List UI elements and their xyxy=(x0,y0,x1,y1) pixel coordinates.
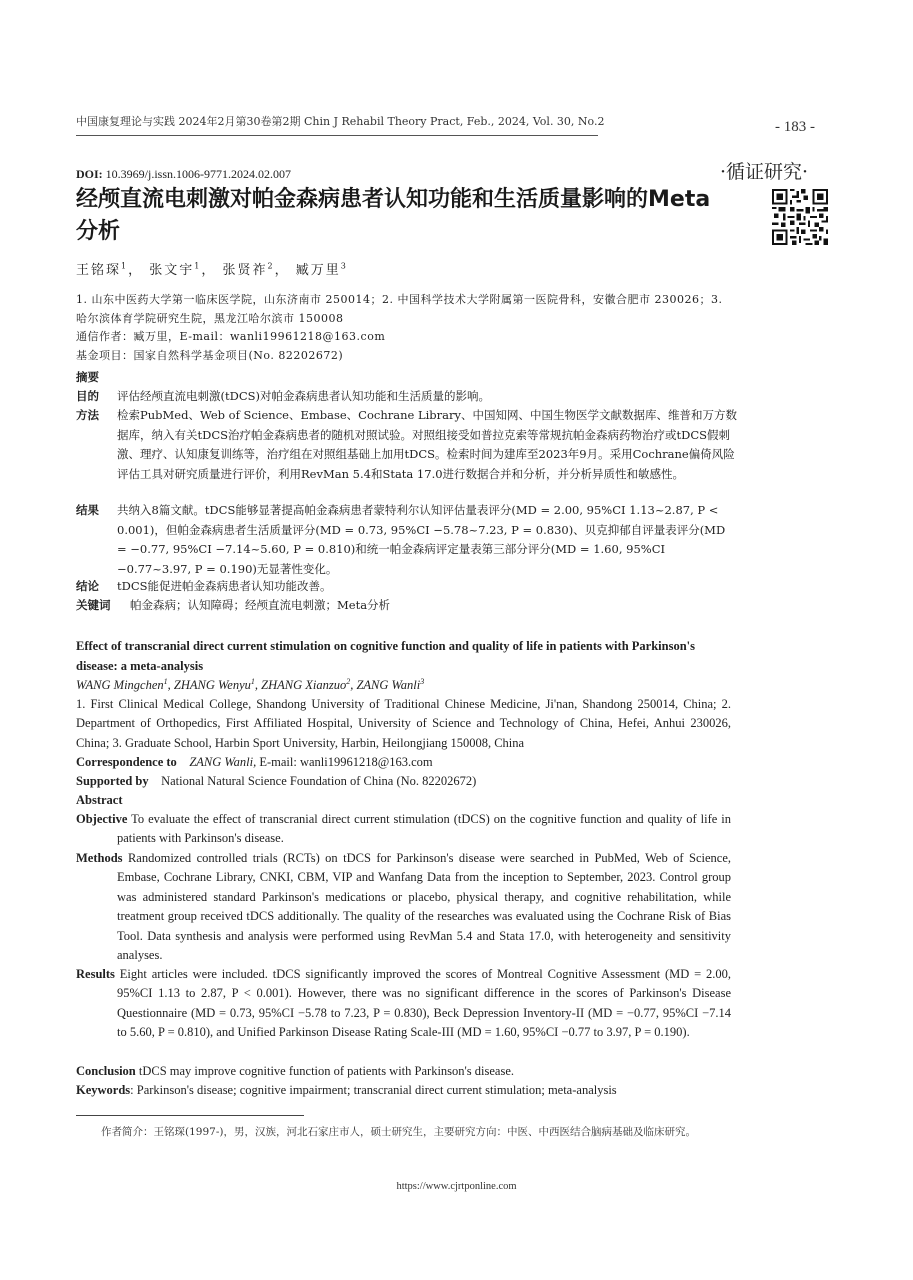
results-en: Results Eight articles were included. tDCS significantly improved the scores of Montreal Cognitive Assessment (MD = 2.00, 95%CI 1.13 to 2.87, P < 0.001). However, there was no significant difference in the scores of Parkinson's Disease Questionnaire (MD = 0.73, 95%CI −5.78 to 7.23, P = 0.830), Beck Depression Inventory-II (MD = −0.77, 95%CI −7.14 to 5.60, P = 0.810), and Unified Parkinson Disease Rating Scale-III (MD = 1.60, 95%CI −0.77 to 3.97, P = 0.190). xyxy=(76,967,732,1040)
author-bio-footnote: 作者简介：王铭琛(1997-)，男，汉族，河北石家庄市人，硕士研究生，主要研究方向：中医、中西医结合脑病基础及临床研究。 xyxy=(101,1126,696,1138)
journal-header: 中国康复理论与实践 2024年2月第30卷第2期 Chin J Rehabil Theory Pract, Feb., 2024, Vol. 30, No.2 xyxy=(76,115,605,128)
footer-url[interactable]: https://www.cjrtponline.com xyxy=(396,1181,517,1192)
qr-code-icon[interactable] xyxy=(772,189,828,245)
affiliation-en: 1. First Clinical Medical College, Shandong University of Traditional Chinese Medicine, Ji'nan, Shandong 250014, China; 2. Department of Orthopedics, First Affiliated Hospital, University of Science and Technology of China, Hefei, Anhui 230026, China; 3. Graduate School, Harbin Sport University, Harbin, Heilongjiang 150008, China xyxy=(76,697,731,750)
author-name: 王铭琛 xyxy=(76,263,122,278)
doi-label: DOI: xyxy=(76,167,103,181)
objective-en: Objective To evaluate the effect of transcranial direct current stimulation (tDCS) on the cognitive function and quality of life in patients with Parkinson's disease. xyxy=(76,812,731,846)
page-number: - 183 - xyxy=(775,119,815,135)
correspondence-cn: 通信作者：臧万里，E-mail：wanli19961218@163.com xyxy=(76,330,386,343)
conclusion-en: Conclusion tDCS may improve cognitive function of patients with Parkinson's disease. xyxy=(76,1064,514,1078)
abstract-heading-en: Abstract xyxy=(76,793,123,807)
affiliation-cn xyxy=(76,291,736,365)
section-label: ·循证研究· xyxy=(720,161,809,183)
keywords-en: Keywords: Parkinson's disease; cognitive impairment; transcranial direct current stimulation; meta-analysis xyxy=(76,1083,617,1097)
authors-en: WANG Mingchen$^1$, ZHANG Wenyu$^1$, ZHANG Xianzuo$^2$, ZANG Wanli$^3$ xyxy=(76,677,425,693)
author-name: 臧万里 xyxy=(295,263,341,278)
methods-en: Methods Randomized controlled trials (RCTs) on tDCS for Parkinson's disease were searched in PubMed, Web of Science, Embase, Cochrane Library, CNKI, CBM, VIP and Wanfang Data from the inception to September, 2023. Control group was administered standard Parkinson's medications or placebo, physical therapy, and cognitive rehabilitation, while treatment group received tDCS additionally. The quality of the researches was evaluated using the Cochrane Risk of Bias Tool. Data synthesis and analysis were performed using RevMan 5.4 and Stata 17.0, with heterogeneity and sensitivity analyses. xyxy=(76,851,732,963)
affiliation-text: 1. 山东中医药大学第一临床医学院，山东济南市 250014；2. 中国科学技术大学附属第一医院骨科，安徽合肥市 230026；3. 哈尔滨体育学院研究生院，黑龙江哈尔滨市 150008 xyxy=(76,293,723,325)
fund-cn: 基金项目：国家自然科学基金项目(No. 82202672) xyxy=(76,348,344,362)
correspondence-en: Correspondence to ZANG Wanli, E-mail: wanli19961218@163.com xyxy=(76,755,433,769)
doi-value[interactable]: 10.3969/j.issn.1006-9771.2024.02.007 xyxy=(102,167,292,181)
supported-en: Supported by National Natural Science Foundation of China (No. 82202672) xyxy=(76,774,477,788)
footnote-rule xyxy=(76,1115,304,1116)
header-rule xyxy=(76,135,598,136)
author-name: 张文宇 xyxy=(149,263,195,278)
doi[interactable] xyxy=(76,167,291,182)
article-title-en: Effect of transcranial direct current stimulation on cognitive function and quality of life in patients with Parkinson's disease: a meta-analysis xyxy=(76,639,695,673)
author-name: 张贤祚 xyxy=(222,263,268,278)
article-title-cn: 经颅直流电刺激对帕金森病患者认知功能和生活质量影响的Meta分析 xyxy=(76,187,711,244)
authors-cn: 王铭琛$^1$， 张文宇$^1$， 张贤祚$^2$， 臧万里$^3$ xyxy=(76,261,348,278)
